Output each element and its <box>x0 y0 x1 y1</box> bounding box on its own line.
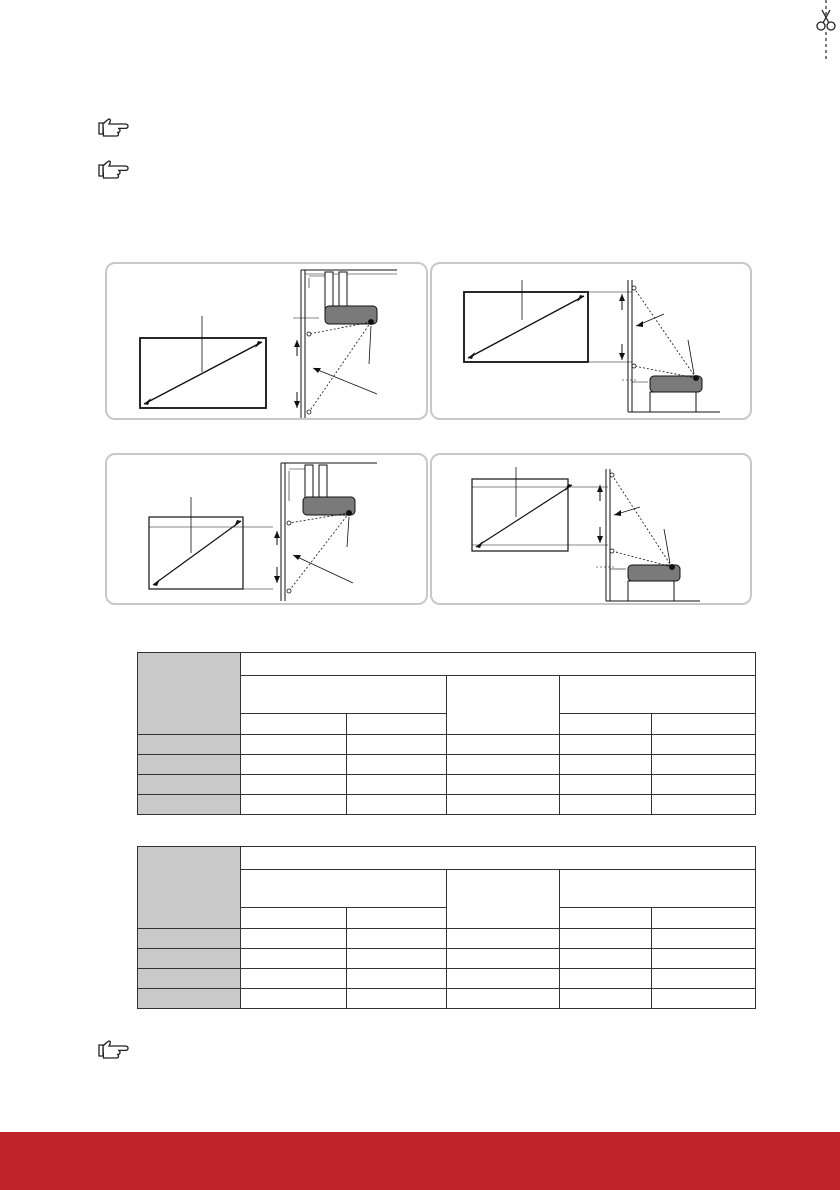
table-cell <box>241 775 347 795</box>
table-cell <box>138 735 241 755</box>
table-cell <box>347 989 447 1009</box>
table-cell <box>652 929 756 949</box>
table-cell <box>560 795 652 815</box>
table-row <box>138 795 756 815</box>
table-group-header <box>560 676 756 714</box>
pointing-hand-icon <box>96 158 136 180</box>
diagram-floor-widescreen <box>430 262 752 420</box>
table-cell <box>652 949 756 969</box>
table-cell <box>138 989 241 1009</box>
table-cell <box>560 929 652 949</box>
table-cell <box>560 735 652 755</box>
table-cell <box>447 969 560 989</box>
table-sub-header <box>652 714 756 735</box>
table-cell <box>241 735 347 755</box>
table-cell <box>447 795 560 815</box>
table-sub-header <box>560 908 652 929</box>
table-sub-header <box>241 908 347 929</box>
table-cell <box>447 989 560 1009</box>
pointing-hand-icon <box>96 116 136 138</box>
table-cell <box>347 969 447 989</box>
table-group-header <box>447 676 560 735</box>
table-group-header <box>560 870 756 908</box>
table-cell <box>138 929 241 949</box>
table-cell <box>347 795 447 815</box>
table-sub-header <box>241 714 347 735</box>
table-corner-header <box>138 847 241 929</box>
table-cell <box>560 755 652 775</box>
diagram-wall-mount-widescreen <box>105 262 428 420</box>
table-cell <box>347 775 447 795</box>
table-header <box>241 653 756 676</box>
table-cell <box>652 775 756 795</box>
table-sub-header <box>652 908 756 929</box>
footer-band <box>0 1132 840 1190</box>
table-cell <box>347 949 447 969</box>
table-row <box>138 989 756 1009</box>
table-cell <box>652 989 756 1009</box>
table-cell <box>241 929 347 949</box>
table-cell <box>347 929 447 949</box>
table-row <box>138 949 756 969</box>
table-cell <box>138 969 241 989</box>
table-cell <box>560 775 652 795</box>
table-cell <box>652 795 756 815</box>
projection-table-standard <box>137 846 756 1009</box>
table-cell <box>138 755 241 775</box>
table-sub-header <box>347 908 447 929</box>
table-row <box>138 929 756 949</box>
table-sub-header <box>347 714 447 735</box>
table-cell <box>138 949 241 969</box>
table-cell <box>560 989 652 1009</box>
table-cell <box>138 795 241 815</box>
table-cell <box>652 969 756 989</box>
table-cell <box>447 775 560 795</box>
table-row <box>138 735 756 755</box>
table-group-header <box>447 870 560 929</box>
table-row <box>138 969 756 989</box>
table-cell <box>241 755 347 775</box>
projection-table-widescreen <box>137 652 756 815</box>
table-cell <box>447 929 560 949</box>
table-cell <box>447 949 560 969</box>
table-cell <box>347 755 447 775</box>
table-cell <box>560 969 652 989</box>
table-cell <box>241 969 347 989</box>
table-row <box>138 775 756 795</box>
cut-line <box>0 0 840 60</box>
table-group-header <box>241 870 447 908</box>
table-group-header <box>241 676 447 714</box>
table-header <box>241 847 756 870</box>
table-cell <box>241 949 347 969</box>
table-cell <box>447 755 560 775</box>
table-cell <box>652 755 756 775</box>
table-corner-header <box>138 653 241 735</box>
table-cell <box>652 735 756 755</box>
table-cell <box>560 949 652 969</box>
diagram-wall-mount-standard <box>105 453 428 605</box>
table-cell <box>241 795 347 815</box>
table-cell <box>447 735 560 755</box>
pointing-hand-icon <box>96 1038 136 1060</box>
table-cell <box>138 775 241 795</box>
table-cell <box>347 735 447 755</box>
table-cell <box>241 989 347 1009</box>
diagram-floor-standard <box>430 453 752 605</box>
table-row <box>138 755 756 775</box>
table-sub-header <box>560 714 652 735</box>
